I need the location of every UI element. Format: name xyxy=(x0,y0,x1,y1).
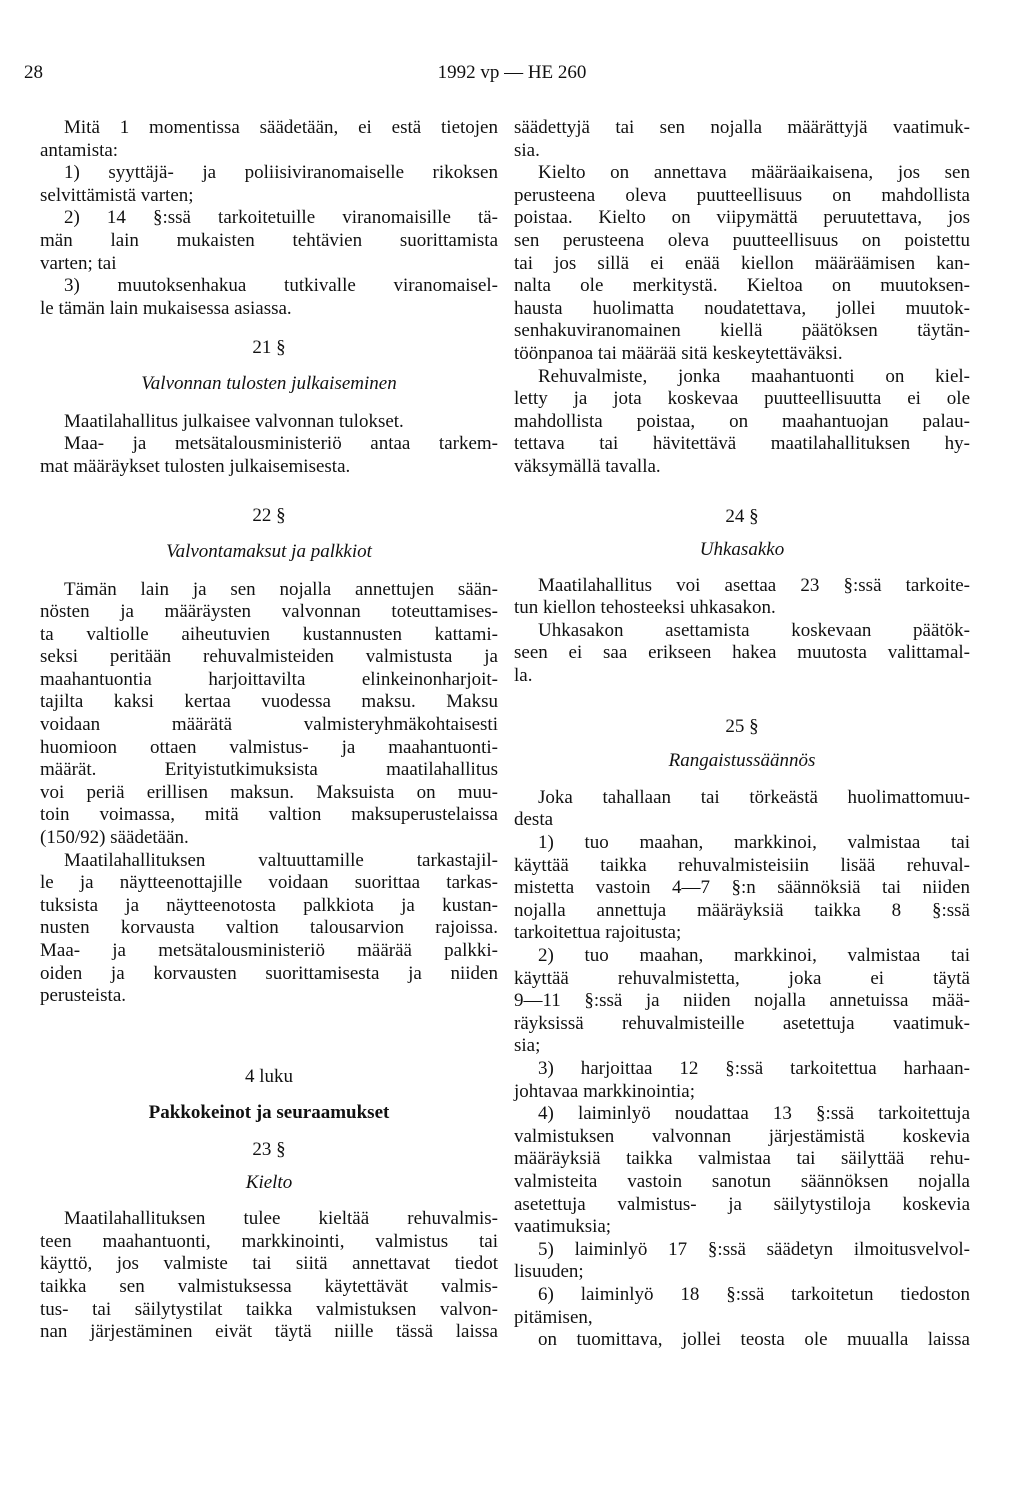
section-title-22: Valvontamaksut ja palkkiot xyxy=(166,540,372,562)
text-line: sia. xyxy=(514,139,540,161)
section-21-body xyxy=(40,411,498,479)
text-line: 2) tuo maahan, markkinoi, valmistaa tai xyxy=(538,945,970,966)
section-number-22: 22 § xyxy=(252,505,286,527)
chapter-title: Pakkokeinot ja seuraamukset xyxy=(148,1102,390,1124)
text-line: 2) 14 §:ssä tarkoitetuille viranomaisille tä- xyxy=(64,207,498,229)
text-line: hausta huolimatta noudatettava, jollei muutok- xyxy=(514,297,970,319)
text-line: selvittämistä varten; xyxy=(40,184,194,206)
text-line: Tämän lain ja sen nojalla annettujen sään- xyxy=(64,578,498,600)
section-23-body xyxy=(40,1208,498,1344)
section-number-24: 24 § xyxy=(725,505,759,527)
text-line: perusteista. xyxy=(40,985,127,1007)
text-line: Maa- ja metsätalousministeriö antaa tarkem- xyxy=(64,433,498,455)
section-title-23: Kielto xyxy=(245,1171,293,1193)
text-line: maahantuontia harjoittavilta elinkeinonharjoit- xyxy=(40,668,498,690)
text-line: Maatilahallitus voi asettaa 23 §:ssä tarkoite- xyxy=(538,574,970,596)
text-line: 4) laiminlyö noudattaa 13 §:ssä tarkoitettuja xyxy=(538,1103,970,1125)
text-line: voi periä erillisen maksun. Maksuista on muu- xyxy=(40,781,498,803)
text-line: nan järjestäminen eivät täytä niille tässä laissa xyxy=(40,1321,498,1343)
text-line: 6) laiminlyö 18 §:ssä tarkoitetun tiedoston xyxy=(538,1283,970,1305)
text-line: asetettuja valmistus- ja säilytystiloja koskevia xyxy=(514,1193,970,1215)
text-line: sen perusteena oleva puutteellisuus on poistettu xyxy=(514,229,970,251)
text-line: säädettyjä tai sen nojalla määrättyjä vaatimuk- xyxy=(514,117,970,138)
text-line: huomioon ottaen valmistus- ja maahantuonti- xyxy=(40,736,498,758)
text-line: Maatilahallituksen valtuuttamille tarkastajil- xyxy=(64,849,498,871)
text-line: nusten korvausta valtion talousarvion rajoissa. xyxy=(40,917,498,939)
text-line: 3) muutoksenhakua tutkivalle viranomaisel- xyxy=(64,275,498,297)
left-column xyxy=(40,117,498,1344)
section-number-21: 21 § xyxy=(252,337,286,359)
document-reference: 1992 vp — HE 260 xyxy=(437,62,587,83)
text-line: Mitä 1 momentissa säädetään, ei estä tietojen xyxy=(64,117,498,138)
text-line: räyksissä rehuvalmisteille asetettuja vaatimuk- xyxy=(514,1012,970,1034)
text-line: Maatilahallitus julkaisee valvonnan tulokset. xyxy=(64,410,404,432)
section-23-continued xyxy=(514,117,970,479)
text-line: pitämisen, xyxy=(514,1306,593,1328)
text-line: tus- tai säilytystilat taikka valmistuksen valvon- xyxy=(40,1298,498,1320)
section-title-25: Rangaistussäännös xyxy=(668,750,816,772)
text-line: tajilta kaksi kertaa vuodessa maksu. Maksu xyxy=(40,691,498,713)
text-line: le tämän lain mukaisessa asiassa. xyxy=(40,297,292,319)
text-line: Joka tahallaan tai törkeästä huolimattomuu- xyxy=(538,786,970,808)
text-line: valmisteita vastoin sanotun säännöksen nojalla xyxy=(514,1170,970,1192)
text-line: sia; xyxy=(514,1035,541,1057)
text-line: tettava tai hävitettävä maatilahallituksen hy- xyxy=(514,433,970,455)
text-line: mistetta vastoin 4—7 §:n säännöksiä tai niiden xyxy=(514,877,970,899)
paragraph-exceptions xyxy=(40,117,498,320)
text-line: johtavaa markkinointia; xyxy=(514,1080,695,1102)
text-line: ta valtiolle aiheutuvien kustannusten kattami- xyxy=(40,623,498,645)
chapter-number: 4 luku xyxy=(244,1065,294,1087)
text-line: lisuuden; xyxy=(514,1261,584,1283)
text-line: poistaa. Kielto on viipymättä peruutettava, jos xyxy=(514,207,970,229)
text-line: 9—11 §:ssä ja niiden nojalla annetuissa mää- xyxy=(514,990,970,1012)
text-line: tun kiellon tehosteeksi uhkasakon. xyxy=(514,597,776,619)
section-title-21: Valvonnan tulosten julkaiseminen xyxy=(141,372,397,394)
text-line: Maa- ja metsätalousministeriö määrää palkki- xyxy=(40,940,498,961)
page-header xyxy=(0,62,1024,92)
text-line: 1) tuo maahan, markkinoi, valmistaa tai xyxy=(538,832,970,854)
text-line: on tuomittava, jollei teosta ole muualla laissa xyxy=(538,1329,970,1351)
text-line: tuksista ja näytteenotosta palkkiota ja kustan- xyxy=(40,894,498,916)
text-line: Kielto on annettava määräaikaisena, jos sen xyxy=(538,162,970,184)
text-line: väksymällä tavalla. xyxy=(514,455,661,477)
text-line: 1) syyttäjä- ja poliisiviranomaiselle rikoksen xyxy=(64,162,498,184)
text-line: (150/92) säädetään. xyxy=(40,827,189,849)
section-25-body xyxy=(514,787,970,1352)
text-line: varten; tai xyxy=(40,252,117,274)
text-line: Uhkasakon asettamista koskevaan päätök- xyxy=(538,619,970,641)
text-line: tai jos sillä ei enää kiellon määräämisen kan- xyxy=(514,252,970,274)
text-line: käyttää taikka rehuvalmisteisiin lisää rehuval- xyxy=(514,854,970,876)
text-line: mahdollista poistaa, on maahantuojan palau- xyxy=(514,410,970,432)
text-line: käyttää rehuvalmistetta, joka ei täytä xyxy=(514,967,970,989)
text-line: toin voimassa, mitä valtion maksuperustelaissa xyxy=(40,804,498,826)
text-line: teen maahantuonti, markkinointi, valmistus tai xyxy=(40,1230,498,1252)
section-24-body xyxy=(514,575,970,688)
text-line: nojalla annettuja määräyksiä taikka 8 §:ssä xyxy=(514,899,970,921)
section-title-24: Uhkasakko xyxy=(699,539,785,561)
text-line: senhakuviranomainen kiellä päätöksen täytän- xyxy=(514,320,970,342)
text-line: letty ja jota koskevaa puutteellisuutta ei ole xyxy=(514,388,970,410)
text-line: la. xyxy=(514,665,533,687)
text-line: seksi peritään rehuvalmisteiden valmistusta ja xyxy=(40,646,498,668)
text-line: vaatimuksia; xyxy=(514,1216,612,1238)
page-number: 28 xyxy=(24,62,43,83)
text-line: mat määräykset tulosten julkaisemisesta. xyxy=(40,455,351,477)
text-line: määrät. Erityistutkimuksista maatilahallitus xyxy=(40,759,498,781)
section-number-25: 25 § xyxy=(725,715,759,737)
text-line: Rehuvalmiste, jonka maahantuonti on kiel- xyxy=(538,365,970,387)
text-line: seen ei saa erikseen hakea muutosta valittamal- xyxy=(514,642,970,664)
text-line: le ja näytteenottajille voidaan suorittaa tarkas- xyxy=(40,872,498,894)
text-line: käyttö, jos valmiste tai siitä annettavat tiedot xyxy=(40,1253,498,1275)
text-line: 3) harjoittaa 12 §:ssä tarkoitettua harhaan- xyxy=(538,1057,970,1079)
text-line: oiden ja korvausten suorittamisesta ja niiden xyxy=(40,962,498,984)
text-line: Maatilahallituksen tulee kieltää rehuvalmis- xyxy=(64,1208,498,1230)
text-line: antamista: xyxy=(40,139,119,161)
right-column xyxy=(514,117,970,1352)
text-line: tarkoitettua rajoitusta; xyxy=(514,922,682,944)
text-line: valmistuksen valvonnan järjestämistä koskevia xyxy=(514,1125,970,1147)
text-line: nösten ja määräysten valvonnan toteuttamises- xyxy=(40,601,498,623)
text-line: 5) laiminlyö 17 §:ssä säädetyn ilmoitusvelvol- xyxy=(538,1238,970,1260)
section-22-body xyxy=(40,579,498,1008)
text-line: töönpanoa tai määrää sitä keskeytettäväksi. xyxy=(514,342,843,364)
text-line: nalta ole merkitystä. Kieltoa on muutoksen- xyxy=(514,275,970,297)
text-line: män lain mukaisten tehtävien suorittamista xyxy=(40,229,498,251)
text-line: määräyksiä taikka valmistaa tai säilyttää rehu- xyxy=(514,1148,970,1170)
text-line: perusteena oleva puutteellisuus on mahdollista xyxy=(514,184,970,206)
text-line: desta xyxy=(514,809,554,831)
section-number-23: 23 § xyxy=(252,1138,286,1160)
text-line: voidaan määrätä valmisteryhmäkohtaisesti xyxy=(40,714,498,736)
text-line: taikka sen valmistuksessa käytettävät valmis- xyxy=(40,1275,498,1297)
